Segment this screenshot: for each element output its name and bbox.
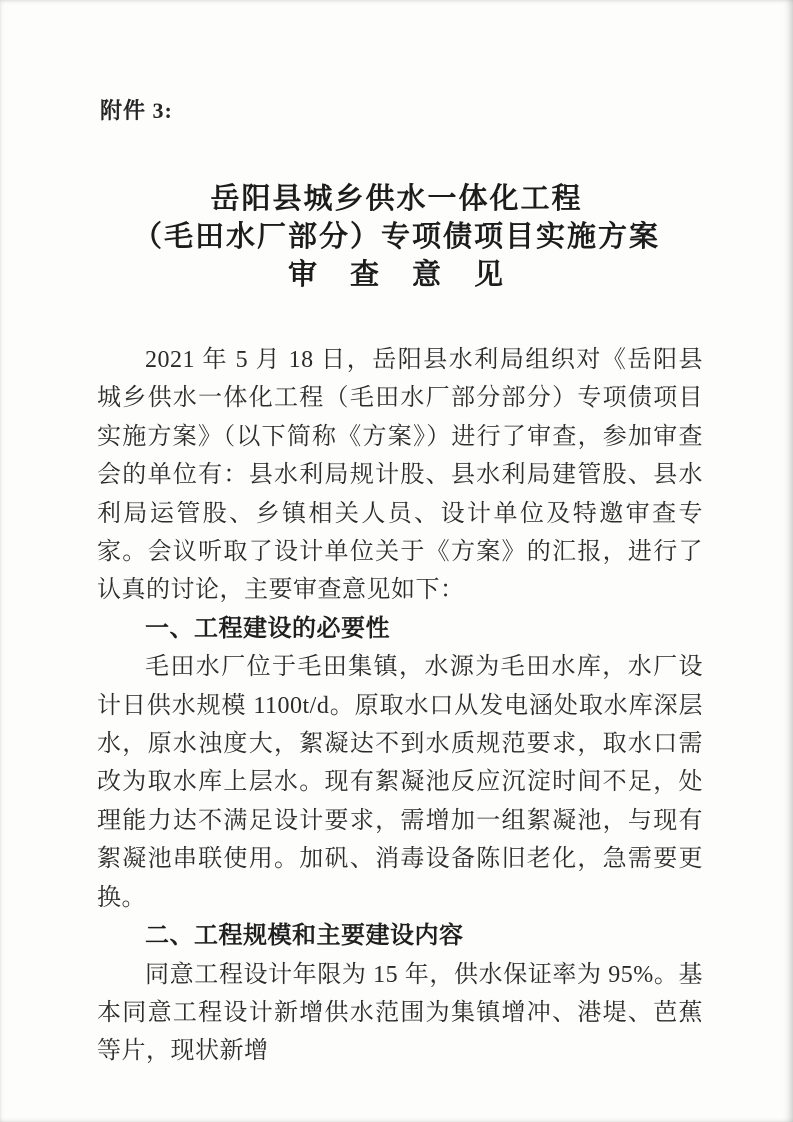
paragraph-necessity-detail: 毛田水厂位于毛田集镇，水源为毛田水库，水厂设计日供水规模 1100t/d。原取水口从发电涵处取水库深层水，原水浊度大，絮凝达不到水质规范要求，取水口需改为取水库上层水。现有絮凝池反应沉淀时间不足，处理能力达不满足设计要求，需增加一组絮凝池，与现有絮凝池串联使用。加矾、消毒设备陈旧老化，急需要更换。	[97, 654, 703, 911]
heading-section-2-scale-content: 二、工程规模和主要建设内容	[145, 922, 464, 950]
document-title-line-3: 审 查 意 见	[287, 259, 505, 291]
document-title-line-2: （毛田水厂部分）专项债项目实施方案	[132, 221, 660, 253]
document-title	[0, 180, 793, 294]
document-body	[97, 341, 703, 1071]
paragraph-review-intro: 2021 年 5 月 18 日，岳阳县水利局组织对《岳阳县城乡供水一体化工程（毛田水厂部分部分）专项债项目实施方案》（以下简称《方案》）进行了审查，参加审查会的单位有：县水利局规计股、县水利局建管股、县水利局运管股、乡镇相关人员、设计单位及特邀审查专家。会议听取了设计单位关于《方案》的汇报，进行了认真的讨论，主要审查意见如下：	[97, 347, 703, 604]
attachment-label: 附件 3:	[100, 98, 173, 123]
heading-section-1-necessity: 一、工程建设的必要性	[145, 614, 390, 642]
document-title-line-1: 岳阳县城乡供水一体化工程	[210, 183, 583, 215]
paragraph-scale-detail: 同意工程设计年限为 15 年，供水保证率为 95%。基本同意工程设计新增供水范围为集镇增冲、港堤、芭蕉等片，现状新增	[97, 961, 703, 1065]
